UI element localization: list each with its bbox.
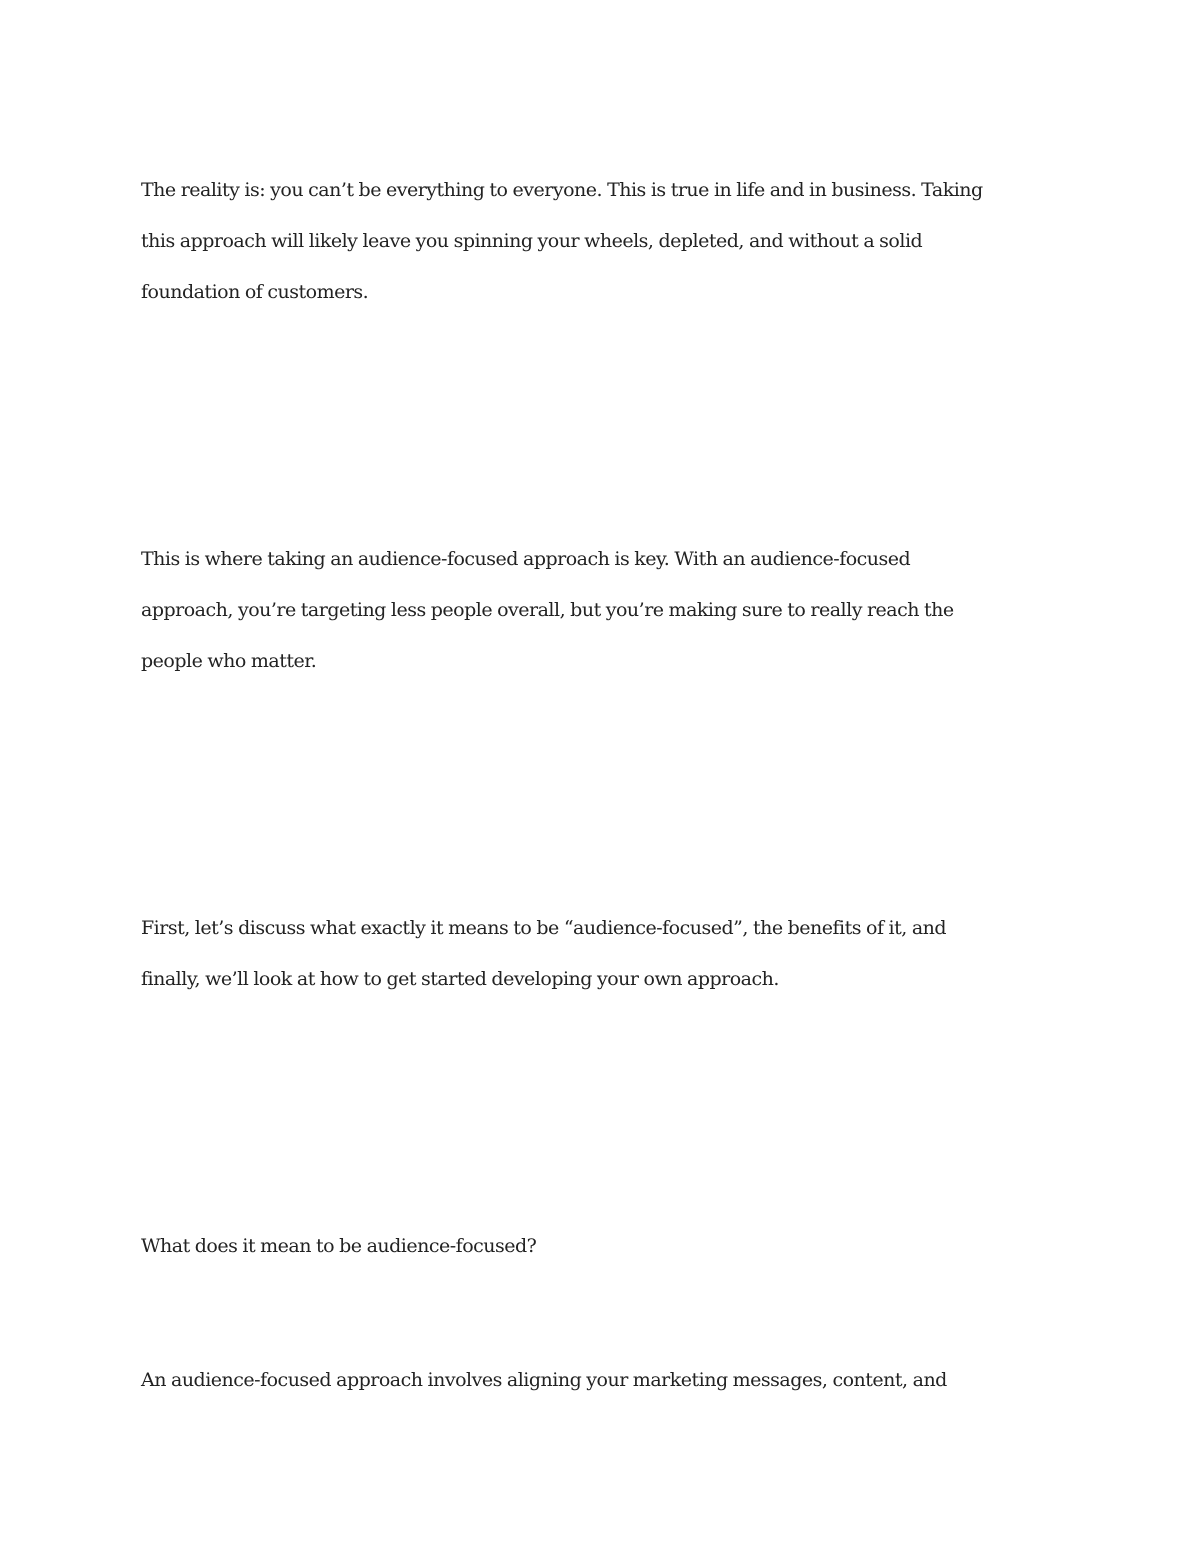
- section-heading: [141, 1221, 1071, 1272]
- paragraph-line: finally, we’ll look at how to get started developing your own approach.: [141, 968, 779, 990]
- paragraph-line: An audience-focused approach involves aligning your marketing messages, content, and: [141, 1369, 947, 1391]
- paragraph-line: people who matter.: [141, 650, 317, 672]
- paragraph-line: First, let’s discuss what exactly it means to be “audience-focused”, the benefits of it, and: [141, 917, 947, 939]
- paragraph-line: This is where taking an audience-focused approach is key. With an audience-focused: [141, 548, 911, 570]
- heading-line: What does it mean to be audience-focused?: [141, 1235, 537, 1257]
- paragraph-line: foundation of customers.: [141, 281, 369, 303]
- paragraph-intro: [141, 165, 1071, 318]
- paragraph-definition: [141, 1355, 1071, 1406]
- paragraph-audience-approach: [141, 534, 1071, 687]
- paragraph-overview: [141, 903, 1071, 1005]
- paragraph-line: this approach will likely leave you spinning your wheels, depleted, and without a solid: [141, 230, 923, 252]
- paragraph-line: approach, you’re targeting less people overall, but you’re making sure to really reach the: [141, 599, 954, 621]
- paragraph-line: The reality is: you can’t be everything to everyone. This is true in life and in business. Taking: [141, 179, 983, 201]
